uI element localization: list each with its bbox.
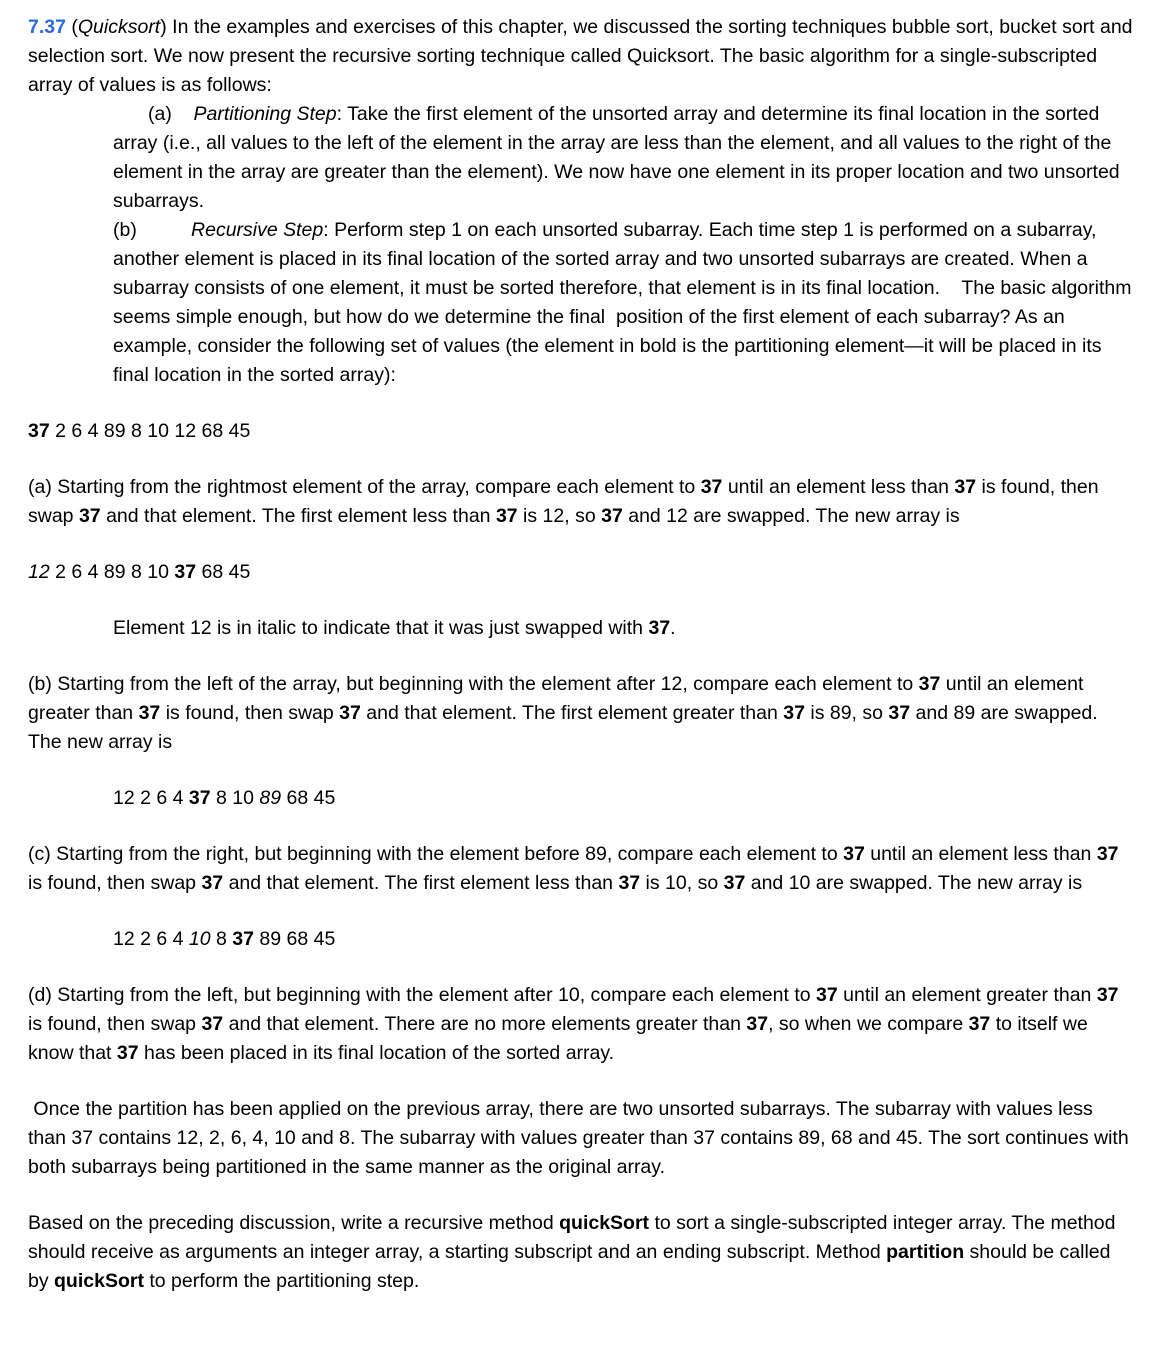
text-run: should be called by	[28, 1241, 1116, 1292]
text-run: Element 12 is in italic to indicate that it was just swapped with	[113, 617, 649, 639]
text-run: 12 2 6 4	[113, 928, 189, 950]
text-run: Recursive Step	[191, 219, 324, 241]
text-run: has been placed in its final location of the sorted array.	[138, 1042, 615, 1064]
italic-note	[28, 614, 1134, 643]
text-run: 7.37	[28, 16, 66, 38]
text-run: 68 45	[196, 561, 251, 583]
list-item-recursive-step	[28, 216, 1137, 390]
text-run: 37	[174, 561, 197, 583]
text-run: until an element less than	[864, 843, 1097, 865]
text-run: 37	[201, 872, 224, 894]
text-run: 12	[28, 561, 50, 583]
text-run: 37	[201, 1013, 224, 1035]
text-run: 2 6 4 89 8 10	[49, 561, 175, 583]
text-run: and that element. There are no more elements greater than	[223, 1013, 747, 1035]
text-run: partition	[886, 1241, 965, 1263]
text-run: 89	[259, 787, 282, 809]
text-run: 37	[1096, 984, 1119, 1006]
text-run: , so when we compare	[768, 1013, 969, 1035]
text-run: is 10, so	[640, 872, 724, 894]
intro-paragraph	[28, 13, 1138, 100]
array-after-third-swap	[28, 925, 1134, 954]
text-run: to perform the partitioning step.	[143, 1270, 420, 1292]
text-run: to sort a single-subscripted integer array. The method should receive as arguments an integer array, a starting subscript and an ending subscript. Method	[28, 1212, 1121, 1263]
text-run: 12 2 6 4	[113, 787, 189, 809]
text-run: 37	[888, 702, 911, 724]
text-run: 37	[78, 505, 101, 527]
text-run: 37	[843, 843, 865, 865]
text-run: Quicksort	[77, 16, 161, 38]
text-run: 37	[495, 505, 518, 527]
text-run: Based on the preceding discussion, write a recursive method	[28, 1212, 560, 1234]
step-a-paragraph	[28, 473, 1134, 531]
text-run: 37	[116, 1042, 139, 1064]
text-run: 37	[968, 1013, 991, 1035]
text-run: 8	[210, 928, 233, 950]
text-run: 37	[1096, 843, 1119, 865]
text-run: (c) Starting from the right, but beginning with the element before 89, compare each element to	[28, 843, 844, 865]
text-run: (	[65, 16, 78, 38]
text-run: 2 6 4 89 8 10 12 68 45	[49, 420, 251, 442]
text-run: and that element. The first element less than	[100, 505, 496, 527]
text-run: 89 68 45	[254, 928, 336, 950]
task-paragraph	[28, 1209, 1134, 1296]
text-run: to itself we know that	[28, 1013, 1094, 1064]
text-run: 37	[188, 787, 211, 809]
text-run: (b)	[113, 219, 192, 241]
text-run: and that element. The first element greater than	[360, 702, 784, 724]
text-run: 37	[339, 702, 361, 724]
text-run: and that element. The first element less than	[223, 872, 619, 894]
text-run: until an element less than	[722, 476, 955, 498]
text-run: 10	[188, 928, 211, 950]
text-run: is found, then swap	[28, 843, 1124, 894]
text-run: is found, then swap	[160, 702, 340, 724]
text-run: and 89 are swapped. The new array is	[28, 702, 1103, 753]
text-run: .	[670, 617, 676, 639]
text-run: 37	[954, 476, 977, 498]
text-run: quickSort	[559, 1212, 650, 1234]
text-run: 37	[138, 702, 161, 724]
partition-summary-paragraph	[28, 1095, 1134, 1182]
text-run: (a) Starting from the rightmost element of the array, compare each element to	[28, 476, 701, 498]
text-run: and 10 are swapped. The new array is	[745, 872, 1083, 894]
text-run: Partitioning Step	[193, 103, 337, 125]
array-after-second-swap	[28, 784, 1134, 813]
text-run: 37	[700, 476, 723, 498]
text-run: 37	[746, 1013, 769, 1035]
text-run: (b) Starting from the left of the array, but beginning with the element after 12, compare each element to	[28, 673, 919, 695]
text-run: : Take the first element of the unsorted array and determine its final location in the sorted array (i.e., all values to the left of the element in the array are less than the element, and all values to the right of the element in the array are greater than the element). We now have one element in its proper location and two unsorted subarrays.	[113, 103, 1126, 212]
text-run: 37	[918, 673, 941, 695]
text-run: is found, then swap	[28, 476, 1105, 527]
text-run: is 89, so	[804, 702, 889, 724]
text-run: 37	[648, 617, 671, 639]
text-run: 37	[28, 420, 50, 442]
array-after-first-swap	[28, 558, 1134, 587]
text-run: 8 10	[210, 787, 260, 809]
step-d-paragraph	[28, 981, 1134, 1068]
text-run: (a)	[148, 103, 194, 125]
text-run: 37	[601, 505, 623, 527]
text-run: 68 45	[281, 787, 336, 809]
text-run: Once the partition has been applied on the previous array, there are two unsorted subarrays. The subarray with values less than 37 contains 12, 2, 6, 4, 10 and 8. The subarray with values greater than 37 contains 89, 68 and 45. The sort continues with both subarrays being partitioned in the same manner as the original array.	[28, 1098, 1135, 1178]
text-run: 37	[816, 984, 838, 1006]
text-run: 37	[783, 702, 805, 724]
text-run: and 12 are swapped. The new array is	[622, 505, 960, 527]
text-run: ) In the examples and exercises of this chapter, we discussed the sorting techniques bubble sort, bucket sort and selection sort. We now present the recursive sorting technique called Quicksort. The basic algorithm for a single-subscripted array of values is as follows:	[28, 16, 1138, 96]
text-run: (d) Starting from the left, but beginning with the element after 10, compare each element to	[28, 984, 817, 1006]
text-run: is found, then swap	[28, 984, 1124, 1035]
text-run: until an element greater than	[28, 673, 1089, 724]
list-item-partitioning-step	[28, 100, 1134, 216]
text-run: : Perform step 1 on each unsorted subarray. Each time step 1 is performed on a subarray, another element is placed in its final location of the sorted array and two unsorted subarrays are created. When a subarray consists of one element, it must be sorted therefore, that element is in its final location. The basic algorithm seems simple enough, but how do we determine the final position of the first element of each subarray? As an example, consider the following set of values (the element in bold is the partitioning element—it will be placed in its final location in the sorted array):	[113, 219, 1137, 386]
text-run: until an element greater than	[837, 984, 1097, 1006]
text-run: 37	[232, 928, 254, 950]
text-run: 37	[618, 872, 641, 894]
text-run: quickSort	[54, 1270, 144, 1292]
step-c-paragraph	[28, 840, 1134, 898]
step-b-paragraph	[28, 670, 1134, 757]
array-initial	[28, 417, 1134, 446]
text-run: 37	[723, 872, 746, 894]
text-run: is 12, so	[517, 505, 602, 527]
